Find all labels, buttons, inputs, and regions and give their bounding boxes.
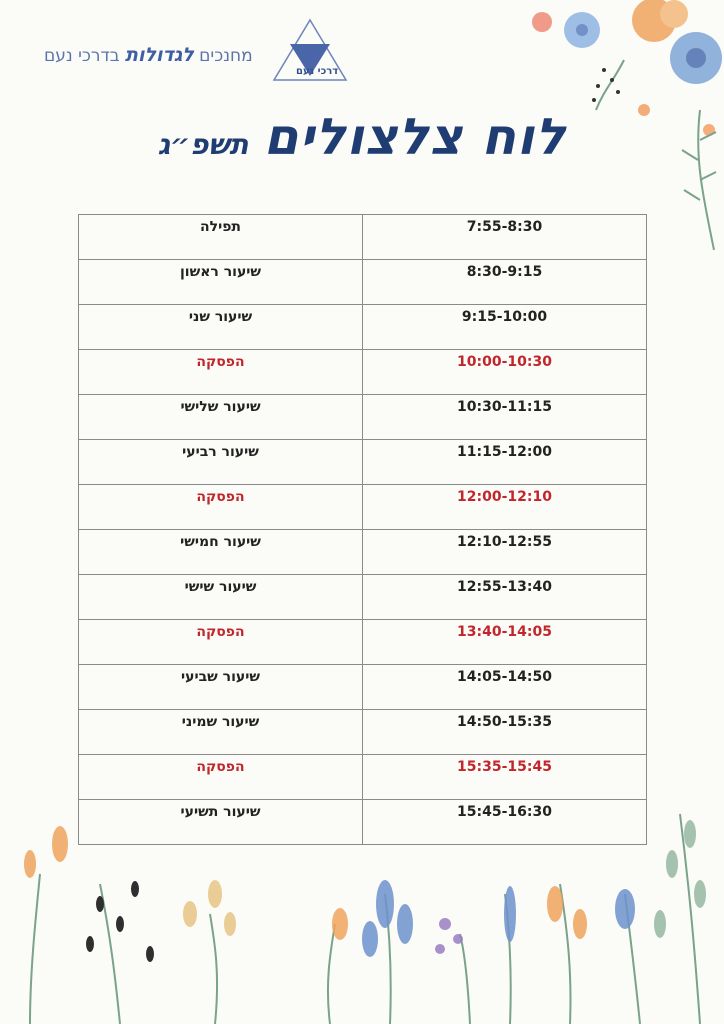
schedule-row [79,710,647,755]
logo-text [44,44,253,66]
lesson-cell: הפסקה [79,350,363,395]
schedule-row [79,440,647,485]
schedule-body [79,215,647,845]
time-cell: 10:30-11:15 [363,395,647,440]
schedule-row [79,530,647,575]
lesson-cell: תפילה [79,215,363,260]
lesson-cell: שיעור חמישי [79,530,363,575]
time-cell: 14:50-15:35 [363,710,647,755]
logo-text-prefix: מחנכים [199,46,253,66]
schedule-row [79,395,647,440]
time-cell: 11:15-12:00 [363,440,647,485]
lesson-cell: שיעור שני [79,305,363,350]
lesson-cell: הפסקה [79,485,363,530]
lesson-cell: שיעור שמיני [79,710,363,755]
lesson-cell: הפסקה [79,620,363,665]
schedule-row [79,260,647,305]
logo-brand: לגדולות [125,44,194,66]
time-cell: 8:30-9:15 [363,260,647,305]
schedule-row-break [79,620,647,665]
lesson-cell: שיעור תשיעי [79,800,363,845]
schedule-row-break [79,485,647,530]
schedule-row [79,305,647,350]
schedule-row [79,800,647,845]
lesson-cell: שיעור שביעי [79,665,363,710]
schedule-row-break [79,350,647,395]
lesson-cell: הפסקה [79,755,363,800]
time-cell: 15:35-15:45 [363,755,647,800]
time-cell: 7:55-8:30 [363,215,647,260]
logo-mark-label: דרכי נעם [296,66,339,77]
lesson-cell: שיעור שישי [79,575,363,620]
lesson-cell: שיעור ראשון [79,260,363,305]
schedule-row [79,575,647,620]
logo-text-suffix: בדרכי נעם [44,46,120,66]
title-year: תשפ״ג [157,128,249,161]
time-cell: 9:15-10:00 [363,305,647,350]
lesson-cell: שיעור שלישי [79,395,363,440]
time-cell: 10:00-10:30 [363,350,647,395]
time-cell: 13:40-14:05 [363,620,647,665]
time-cell: 12:55-13:40 [363,575,647,620]
time-cell: 15:45-16:30 [363,800,647,845]
schedule-row-break [79,755,647,800]
lesson-cell: שיעור רביעי [79,440,363,485]
schedule-row [79,215,647,260]
time-cell: 12:00-12:10 [363,485,647,530]
header-logo [44,18,344,88]
schedule-table [78,214,647,845]
schedule-row [79,665,647,710]
page-title [0,108,724,166]
title-main: לוח צלצולים [263,108,567,166]
time-cell: 14:05-14:50 [363,665,647,710]
time-cell: 12:10-12:55 [363,530,647,575]
